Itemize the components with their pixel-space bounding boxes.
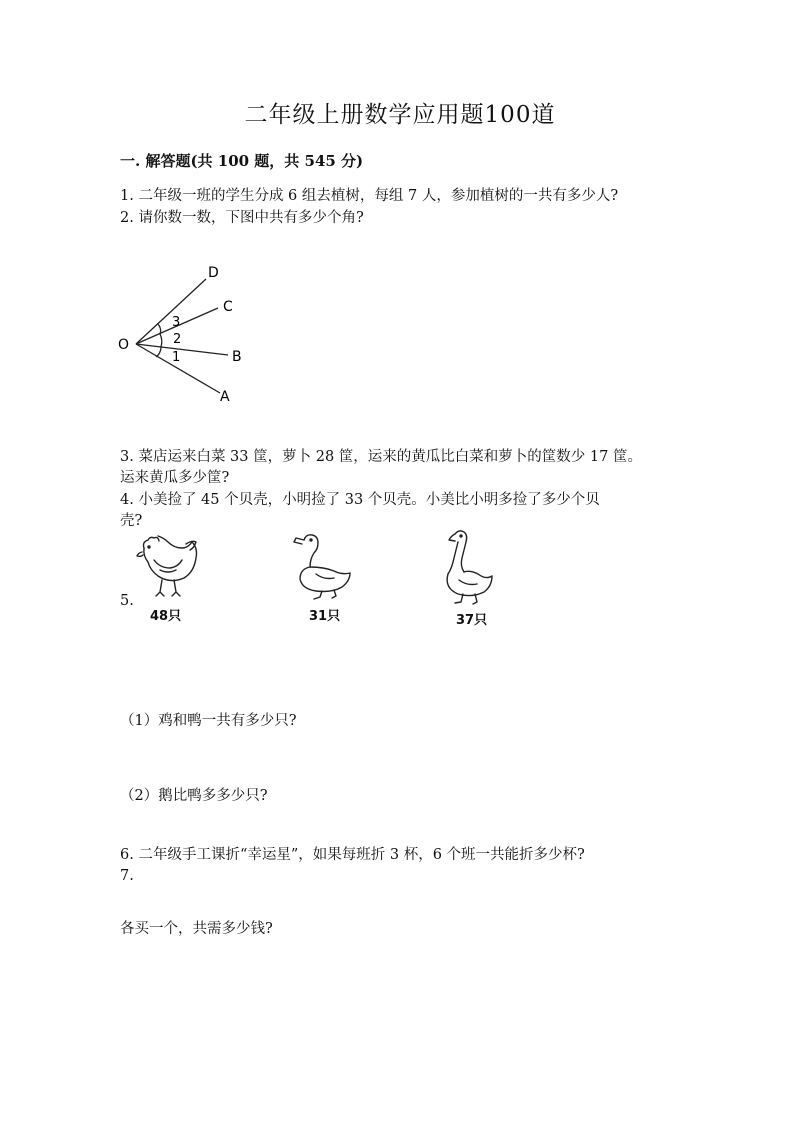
question-3-line-1: 3. 菜店运来白菜 33 筐，萝卜 28 筐，运来的黄瓜比白菜和萝卜的筐数少 17 筐。 [120, 449, 642, 465]
label-c: C [223, 299, 233, 315]
arc-3 [158, 324, 161, 334]
duck-icon [292, 530, 356, 600]
question-4-line-2: 壳? [120, 513, 143, 529]
label-o: O [118, 337, 130, 353]
goose-icon [441, 528, 501, 608]
question-5-sub-2: （2）鹅比鸭多多少只? [120, 788, 268, 804]
duck-count-label: 31只 [309, 609, 341, 624]
question-1: 1. 二年级一班的学生分成 6 组去植树，每组 7 人，参加植树的一共有多少人? [120, 188, 619, 204]
goose-count-label: 37只 [456, 613, 488, 628]
arc-number-1: 1 [172, 350, 181, 365]
arc-number-3: 3 [172, 315, 181, 330]
question-5-number: 5. [120, 593, 134, 609]
section-heading: 一. 解答题(共 100 题，共 545 分) [120, 152, 364, 170]
angle-figure [110, 255, 270, 415]
ray-od [136, 279, 206, 344]
question-5-sub-1: （1）鸡和鸭一共有多少只? [120, 713, 297, 729]
label-a: A [220, 389, 230, 405]
ray-ob [136, 344, 228, 355]
question-6: 6. 二年级手工课折“幸运星”，如果每班折 3 杯，6 个班一共能折多少杯? [120, 847, 585, 863]
label-d: D [208, 265, 219, 281]
question-7-text: 各买一个，共需多少钱? [120, 921, 273, 937]
arc-number-2: 2 [173, 332, 182, 347]
question-3-line-2: 运来黄瓜多少筐? [120, 470, 230, 486]
chicken-icon [132, 530, 204, 602]
page-title: 二年级上册数学应用题100道 [244, 102, 556, 128]
label-b: B [232, 349, 242, 365]
chicken-count-label: 48只 [150, 609, 182, 624]
arc-1 [156, 347, 161, 357]
question-7-number: 7. [120, 868, 134, 884]
arc-2 [160, 334, 162, 347]
question-4-line-1: 4. 小美捡了 45 个贝壳，小明捡了 33 个贝壳。小美比小明多捡了多少个贝 [120, 492, 600, 508]
question-2: 2. 请你数一数，下图中共有多少个角? [120, 210, 364, 226]
